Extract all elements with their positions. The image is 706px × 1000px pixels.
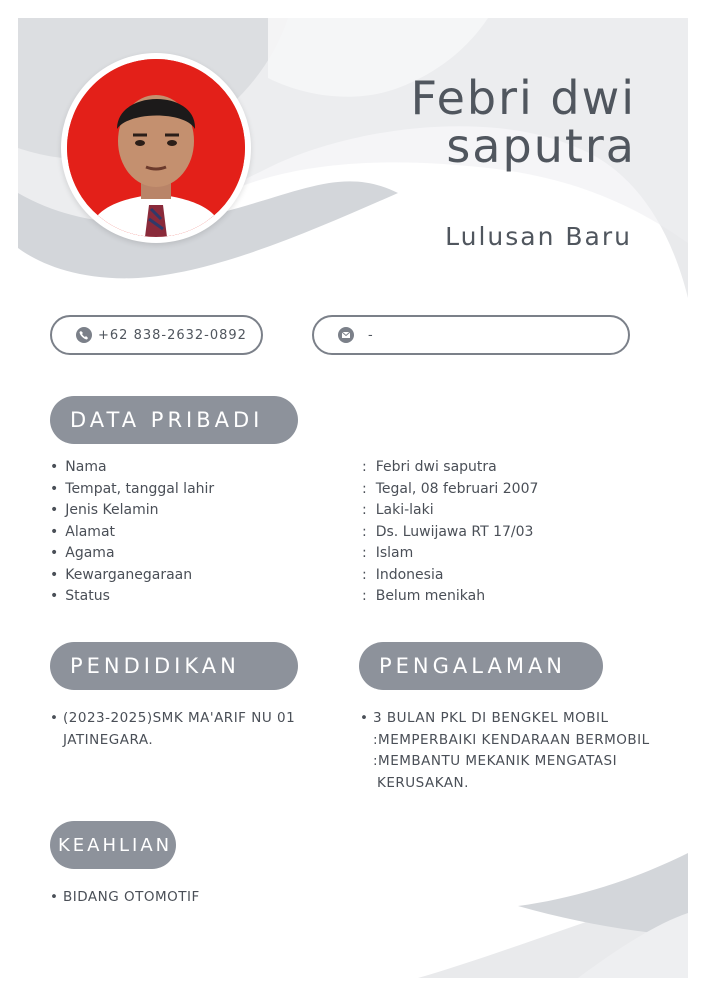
personal-row xyxy=(50,481,670,503)
phone-contact xyxy=(50,315,263,355)
section-experience-header: PENGALAMAN xyxy=(359,642,603,690)
personal-value: : Indonesia xyxy=(362,567,443,583)
personal-label: • Status xyxy=(50,588,110,604)
personal-label: • Nama xyxy=(50,459,107,475)
skill-item: BIDANG OTOMOTIF xyxy=(63,889,200,905)
personal-value: : Belum menikah xyxy=(362,588,485,604)
profile-photo-frame xyxy=(61,53,251,243)
candidate-name-line1: Febri dwi xyxy=(410,71,636,125)
experience-line: 3 BULAN PKL DI BENGKEL MOBIL xyxy=(373,710,609,726)
personal-row xyxy=(50,545,670,567)
section-skills-header: KEAHLIAN xyxy=(50,821,176,869)
education-entry xyxy=(50,708,330,751)
bullet: • xyxy=(50,889,59,905)
personal-label: • Alamat xyxy=(50,524,115,540)
personal-value: : Islam xyxy=(362,545,413,561)
personal-label: • Kewarganegaraan xyxy=(50,567,192,583)
candidate-role: Lulusan Baru xyxy=(445,222,632,251)
profile-photo xyxy=(67,59,245,237)
experience-line: KERUSAKAN. xyxy=(377,774,469,791)
experience-entry xyxy=(360,708,660,794)
education-line: (2023-2025)SMK MA'ARIF NU 01 xyxy=(63,710,296,726)
personal-data-list xyxy=(50,459,670,610)
personal-row xyxy=(50,588,670,610)
personal-row xyxy=(50,502,670,524)
bullet: • xyxy=(50,710,59,726)
personal-label: • Tempat, tanggal lahir xyxy=(50,481,214,497)
skills-entry xyxy=(50,887,350,909)
personal-label: • Agama xyxy=(50,545,115,561)
personal-row xyxy=(50,524,670,546)
phone-icon xyxy=(76,327,92,343)
personal-value: : Laki-laki xyxy=(362,502,434,518)
personal-label: • Jenis Kelamin xyxy=(50,502,158,518)
education-line: JATINEGARA. xyxy=(63,731,154,748)
email-address: - xyxy=(368,327,374,343)
section-education-header: PENDIDIKAN xyxy=(50,642,298,690)
experience-line: :MEMPERBAIKI KENDARAAN BERMOBIL xyxy=(373,731,650,748)
email-icon xyxy=(338,327,354,343)
personal-row xyxy=(50,459,670,481)
candidate-name-line2: saputra xyxy=(446,119,636,173)
phone-number: +62 838-2632-0892 xyxy=(98,327,247,343)
personal-value: : Ds. Luwijawa RT 17/03 xyxy=(362,524,533,540)
experience-line: :MEMBANTU MEKANIK MENGATASI xyxy=(373,753,618,769)
personal-value: : Febri dwi saputra xyxy=(362,459,497,475)
bullet: • xyxy=(360,710,369,726)
personal-value: : Tegal, 08 februari 2007 xyxy=(362,481,538,497)
candidate-name xyxy=(276,71,636,173)
email-contact xyxy=(312,315,630,355)
section-personal-data-header: DATA PRIBADI xyxy=(50,396,298,444)
resume-page xyxy=(18,18,688,978)
personal-row xyxy=(50,567,670,589)
